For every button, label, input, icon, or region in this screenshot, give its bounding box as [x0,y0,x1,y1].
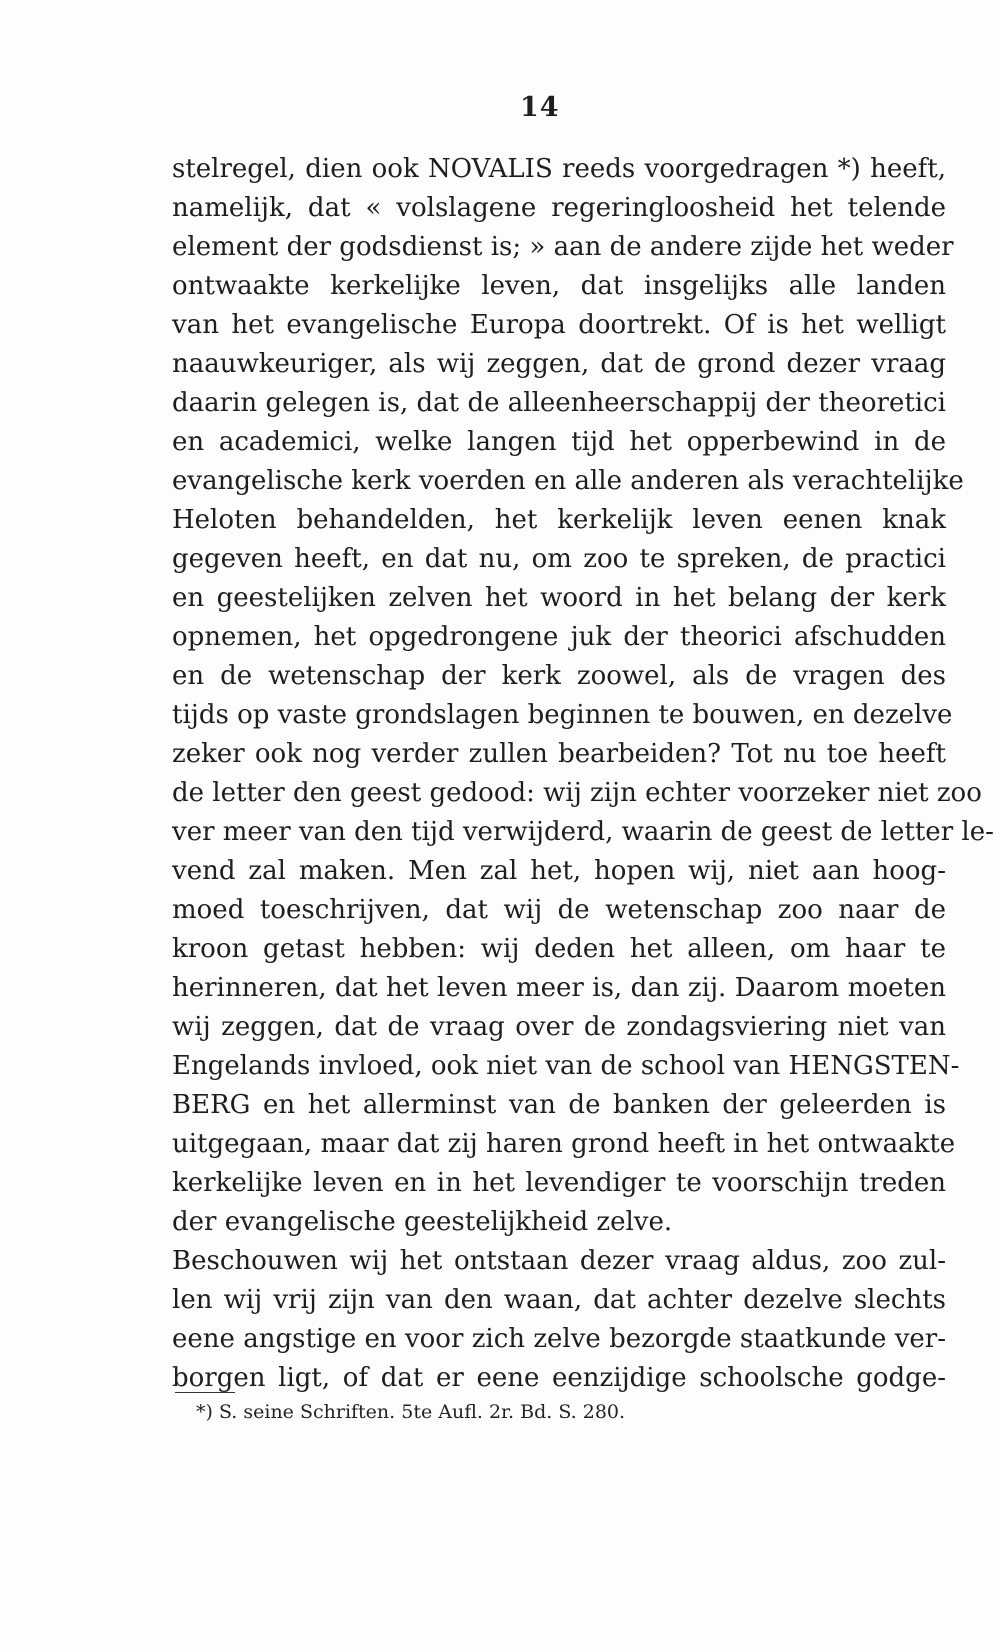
text-line: ontwaakte kerkelijke leven, dat insgelijks alle landen [172,271,946,301]
text-line: herinneren, dat het leven meer is, dan zij. Daarom moeten [172,973,946,1003]
text-line: Engelands invloed, ook niet van de school van HENGSTEN- [172,1051,960,1081]
text-line: wij zeggen, dat de vraag over de zondagsviering niet van [172,1012,946,1042]
text-line: namelijk, dat « volslagene regeringloosheid het telende [172,193,946,223]
text-line: van het evangelische Europa doortrekt. Of is het welligt [172,310,946,340]
text-line: en geestelijken zelven het woord in het belang der kerk [172,583,946,613]
text-line: tijds op vaste grondslagen beginnen te bouwen, en dezelve [172,700,953,730]
text-line: vend zal maken. Men zal het, hopen wij, niet aan hoog- [172,856,946,886]
text-line: daarin gelegen is, dat de alleenheerschappij der theoretici [172,388,946,418]
text-line: kerkelijke leven en in het levendiger te voorschijn treden [172,1168,946,1198]
text-line: Beschouwen wij het ontstaan dezer vraag aldus, zoo zul- [172,1246,946,1276]
text-line: Heloten behandelden, het kerkelijk leven eenen knak [172,505,946,535]
body-text [172,150,994,1398]
footnote: *) S. seine Schriften. 5te Aufl. 2r. Bd. S. 280. [196,1401,626,1423]
text-line: gegeven heeft, en dat nu, om zoo te spreken, de practici [172,544,946,574]
text-line: moed toeschrijven, dat wij de wetenschap zoo naar de [172,895,946,925]
text-line: ver meer van den tijd verwijderd, waarin de geest de letter le- [172,817,994,847]
text-line: de letter den geest gedood: wij zijn echter voorzeker niet zoo [172,778,982,808]
text-line: opnemen, het opgedrongene juk der theorici afschudden [172,622,946,652]
text-line: len wij vrij zijn van den waan, dat achter dezelve slechts [172,1285,946,1315]
text-line: zeker ook nog verder zullen bearbeiden? Tot nu toe heeft [172,739,946,769]
text-line: der evangelische geestelijkheid zelve. [172,1207,673,1237]
text-line: kroon getast hebben: wij deden het alleen, om haar te [172,934,946,964]
text-line: en academici, welke langen tijd het opperbewind in de [172,427,946,457]
text-line: en de wetenschap der kerk zoowel, als de vragen des [172,661,946,691]
text-line: naauwkeuriger, als wij zeggen, dat de grond dezer vraag [172,349,946,379]
text-line: eene angstige en voor zich zelve bezorgde staatkunde ver- [172,1324,946,1354]
text-line: element der godsdienst is; » aan de andere zijde het weder [172,232,954,262]
text-line: stelregel, dien ook NOVALIS reeds voorgedragen *) heeft, [172,154,946,184]
text-line: uitgegaan, maar dat zij haren grond heeft in het ontwaakte [172,1129,956,1159]
text-line: BERG en het allerminst van de banken der geleerden is [172,1090,946,1120]
text-line: evangelische kerk voerden en alle anderen als verachtelijke [172,466,964,496]
footnote-rule [175,1392,235,1393]
page-number: 14 [520,92,560,123]
text-line: borgen ligt, of dat er eene eenzijdige schoolsche godge- [172,1363,946,1393]
